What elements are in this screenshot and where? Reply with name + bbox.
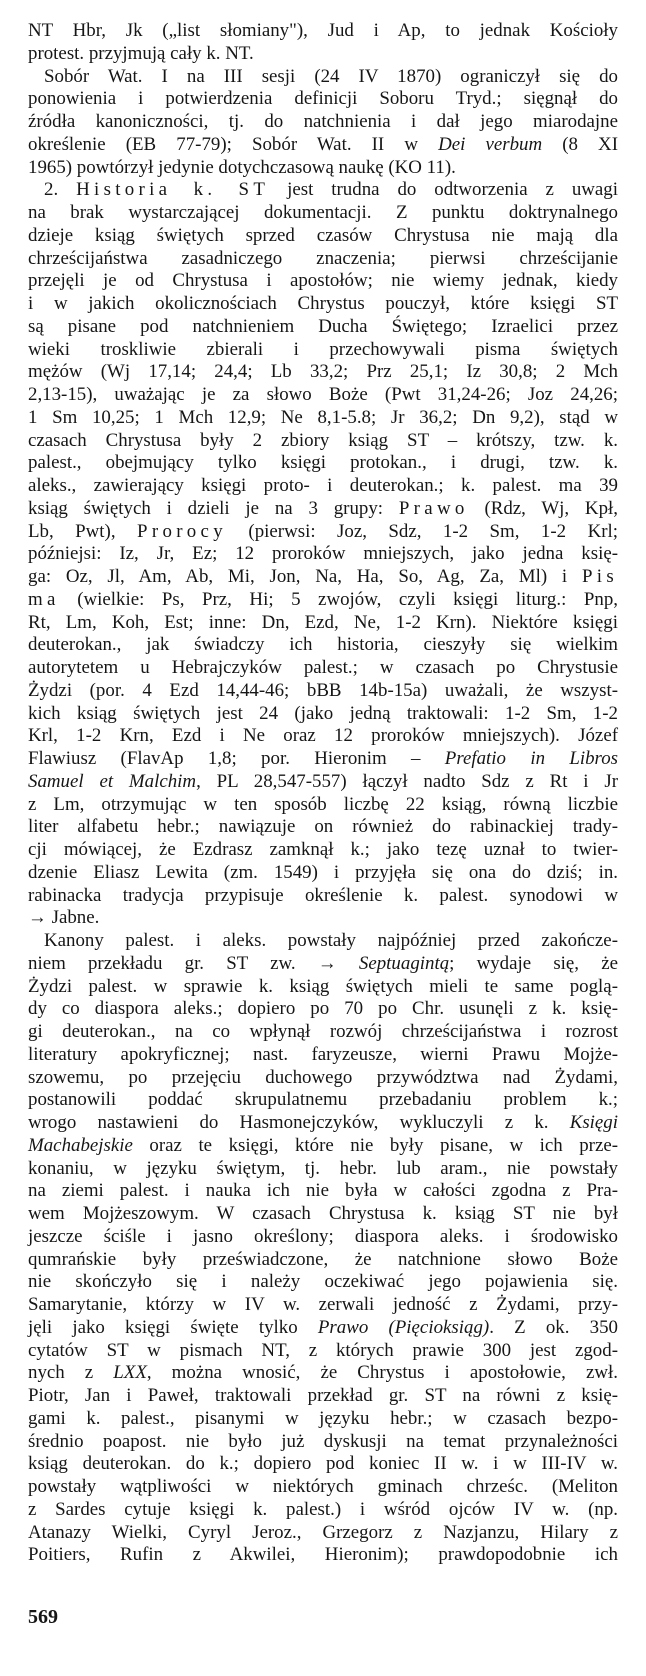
text-line xyxy=(28,1362,618,1385)
text-line: na ziemi palest. i nauka ich nie była w całości zgodna z Pra- xyxy=(28,1180,618,1202)
italic-title: Samuel et Malchim xyxy=(28,770,197,792)
text-line: dzenie Eliasz Lewita (zm. 1549) i przyjęła się ona do dziś; in. xyxy=(28,861,618,883)
spaced-term: Prawo xyxy=(398,497,469,519)
italic-title: Machabejskie xyxy=(28,1134,133,1156)
text-line: wem Mojżeszowym. W czasach Chrystusa k. ksiąg ST nie był xyxy=(28,1203,618,1224)
text-line: średnio poapost. nie było już dyskusji na temat przynależności xyxy=(28,1430,618,1452)
text-run: wrogo nastawieni do Hasmonejczyków, wykluczyli z k. xyxy=(28,1112,570,1133)
text-line: postanowili poddać skrupulatnemu przebadaniu problem k.; xyxy=(28,1089,618,1111)
text-line: są pisane pod natchnieniem Ducha Świętego; Izraelici przez xyxy=(28,315,618,337)
spaced-term: Prorocy xyxy=(137,520,227,542)
text-line: Kanony palest. i aleks. powstały najpóźniej przed zakończe- xyxy=(44,930,618,951)
text-line xyxy=(28,1317,618,1340)
text-line: z Sardes cytuje księgi k. palest.) i wśród ojców IV w. (np. xyxy=(28,1498,618,1520)
text-line xyxy=(28,179,618,202)
text-line: Atanazy Wielki, Cyryl Jeroz., Grzegorz z Nazjanzu, Hilary z xyxy=(28,1521,618,1543)
text-line: qumrańskie były przeświadczone, że natchnione słowo Boże xyxy=(28,1248,618,1270)
text-line: chrześcijaństwa zasadniczego znaczenia; pierwsi chrześcijanie xyxy=(28,247,618,269)
text-line: nie skończyło się i należy oczekiwać jego pojawienia się. xyxy=(28,1271,618,1293)
text-line: Żydzi palest. w sprawie k. ksiąg świętych mieli te same poglą- xyxy=(28,975,618,997)
italic-title: Prefatio in Libros xyxy=(444,748,619,769)
text-line xyxy=(28,771,618,794)
text-line xyxy=(28,748,618,771)
text-line: cytatów ST w pismach NT, z których prawie 300 jest zgod- xyxy=(28,1339,618,1361)
text-line: powstały wątpliwości w niektórych gminach chrześc. (Meliton xyxy=(28,1476,618,1497)
text-line xyxy=(28,498,618,521)
text-line xyxy=(28,589,618,612)
text-line: cji mówiącej, że Ezdrasz zamknął k.; jako tezę uznał to twier- xyxy=(28,839,618,860)
text-line: Żydzi (por. 4 Ezd 14,44-46; bBB 14b-15a) uważali, że wszyst- xyxy=(28,679,618,701)
text-line: Sobór Wat. I na III sesji (24 IV 1870) ograniczył się do xyxy=(44,65,618,87)
text-line: ksiąg deuterokan. do k.; dopiero pod koniec II w. i w III-IV w. xyxy=(28,1453,618,1475)
text-line: wieki troskliwie zbierali i przechowywali pisma świętych xyxy=(28,338,618,360)
text-run: , można wnosić, że Chrystus i apostołowie, zwł. xyxy=(146,1362,618,1384)
text-run: Lb, Pwt), xyxy=(28,520,138,542)
text-column xyxy=(28,20,618,1650)
italic-title: Księgi xyxy=(569,1112,618,1133)
text-line: przejęli je od Chrystusa i apostołów; nie wiemy jednak, kiedy xyxy=(28,270,618,292)
text-line: na brak wystarczającej dokumentacji. Z punktu doktrynalnego xyxy=(28,202,618,223)
text-line: konaniu, w języku świętym, tj. hebr. lub aram., nie powstały xyxy=(28,1157,618,1179)
text-run: ga: Oz, Jl, Am, Ab, Mi, Jon, Na, Ha, So, Ag, Za, Ml) i xyxy=(28,566,582,587)
text-line xyxy=(28,521,618,544)
text-run: (Rdz, Wj, Kpł, xyxy=(468,497,618,519)
text-line: rabinacka tradycja przypisuje określenie k. palest. synodowi w xyxy=(28,884,618,906)
text-line xyxy=(28,566,618,589)
text-line: dzieje ksiąg świętych sprzed czasów Chrystusa nie mają dla xyxy=(28,224,618,246)
text-line xyxy=(28,134,618,157)
text-line xyxy=(28,1135,618,1158)
text-line xyxy=(28,1112,618,1135)
text-line: i w jakich okolicznościach Chrystus pouczył, które księgi ST xyxy=(28,293,618,314)
text-line: jeszcze ściśle i jasno określony; diaspora aleks. i środowisko xyxy=(28,1225,618,1247)
text-line: ponowienia i potwierdzenia definicji Soboru Tryd.; sięgnął do xyxy=(28,88,618,110)
text-line xyxy=(28,953,618,976)
text-run: niem przekładu gr. ST zw. → xyxy=(28,952,359,974)
text-line: szowemu, po przejęciu duchowego przywództwa nad Żydami, xyxy=(28,1066,618,1088)
text-line: aleks., zawierający księgi proto- i deuterokan.; k. palest. ma 39 xyxy=(28,475,618,496)
text-run: ksiąg świętych i dzieli je na 3 grupy: xyxy=(28,497,399,519)
italic-title: LXX xyxy=(113,1362,147,1384)
text-line: dy co diaspora aleks.; dopiero po 70 po Chr. usunęli z k. księ- xyxy=(28,998,618,1020)
text-line: Krl, 1-2 Krn, Ezd i Ne oraz 12 proroków mniejszych). Józef xyxy=(28,725,618,747)
text-run: oraz te księgi, które nie były pisane, w ich prze- xyxy=(132,1134,618,1156)
text-line: Piotr, Jan i Paweł, traktowali przekład gr. ST na równi z księ- xyxy=(28,1385,618,1406)
spaced-term: ma xyxy=(28,588,60,610)
text-run: (pierwsi: Joz, Sdz, 1-2 Sm, 1-2 Krl; xyxy=(226,520,618,542)
text-line: Poitiers, Rufin z Akwilei, Hieronim); prawdopodobnie ich xyxy=(28,1544,618,1566)
page-number: 569 xyxy=(28,1606,58,1628)
text-line: → Jabne. xyxy=(28,907,100,929)
text-line: gami k. palest., pisanymi w języku hebr.; w czasach bezpo- xyxy=(28,1407,618,1429)
italic-title: Prawo (Pięcioksiąg) xyxy=(317,1316,490,1338)
italic-title: Septuagintą xyxy=(358,952,450,974)
text-line: 1 Sm 10,25; 1 Mch 12,9; Ne 8,1-5.8; Jr 36,2; Dn 9,2), stąd w xyxy=(28,406,618,428)
text-line: NT Hbr, Jk („list słomiany"), Jud i Ap, to jednak Kościoły xyxy=(28,20,618,41)
text-line: źródła kanoniczności, tj. do natchnienia i dał jego miarodajne xyxy=(28,111,618,132)
text-line xyxy=(28,1567,618,1590)
text-line: Samarytanie, którzy w IV w. zerwali jedność z Żydami, przy- xyxy=(28,1294,618,1315)
text-line: deuterokan., jak świadczy ich historia, cieszyły się wielkim xyxy=(28,634,618,656)
text-line: literatury apokryficznej; nast. faryzeusze, wierni Prawu Mojże- xyxy=(28,1043,618,1065)
text-line: z Lm, otrzymując w ten sposób liczbę 22 ksiąg, równą liczbie xyxy=(28,793,618,815)
text-line: gi deuterokan., na co wpłynął rozwój chrześcijaństwa i rozrost xyxy=(28,1021,618,1042)
text-run: 2. xyxy=(44,179,77,201)
text-run: . Z ok. 350 xyxy=(489,1316,619,1338)
text-run: jęli jako księgi święte tylko xyxy=(28,1316,318,1338)
text-run: Flawiusz (FlavAp 1,8; por. Hieronim – xyxy=(28,748,445,769)
section-heading: Historia k. ST xyxy=(76,179,270,201)
text-line: późniejsi: Iz, Jr, Ez; 12 proroków mniejszych, jako jedna księ- xyxy=(28,543,618,565)
text-line: autorytetem u Hebrajczyków palest.; w czasach po Chrystusie xyxy=(28,657,618,678)
spaced-term: Pis xyxy=(581,566,618,587)
text-run: (wielkie: Ps, Prz, Hi; 5 zwojów, czyli księgi liturg.: Pnp, xyxy=(59,588,618,610)
text-line: mężów (Wj 17,14; 24,4; Lb 33,2; Prz 25,1; Iz 30,8; 2 Mch xyxy=(28,361,618,383)
text-line: 1965) powtórzył jedynie dotychczasową naukę (KO 11). xyxy=(28,156,456,178)
italic-title: Dei verbum xyxy=(438,133,543,155)
text-run: nych z xyxy=(28,1362,114,1384)
text-line: palest., obejmujący tylko księgi protokan., i drugi, tzw. k. xyxy=(28,452,618,474)
text-run: (8 XI xyxy=(542,133,618,155)
text-line: kich ksiąg świętych jest 24 (jako jedną traktowali: 1-2 Sm, 1-2 xyxy=(28,702,618,724)
text-line: protest. przyjmują cały k. NT. xyxy=(28,42,254,64)
text-line: czasach Chrystusa były 2 zbiory ksiąg ST – krótszy, tzw. k. xyxy=(28,429,618,451)
text-run: , PL 28,547-557) łączył nadto Sdz z Rt i Jr xyxy=(196,770,618,792)
text-line: 2,13-15), uważając je za słowo Boże (Pwt 31,24-26; Joz 24,26; xyxy=(28,384,618,405)
text-run: jest trudna do odtworzenia z uwagi xyxy=(269,179,619,201)
text-run: określenie (EB 77-79); Sobór Wat. II w xyxy=(28,133,439,155)
text-line: Rt, Lm, Koh, Est; inne: Dn, Ezd, Ne, 1-2 Krn). Niektóre księgi xyxy=(28,611,618,633)
text-line: liter alfabetu hebr.; nawiązuje on również do rabinackiej trady- xyxy=(28,816,618,838)
text-run: ; wydaje się, że xyxy=(449,952,618,974)
